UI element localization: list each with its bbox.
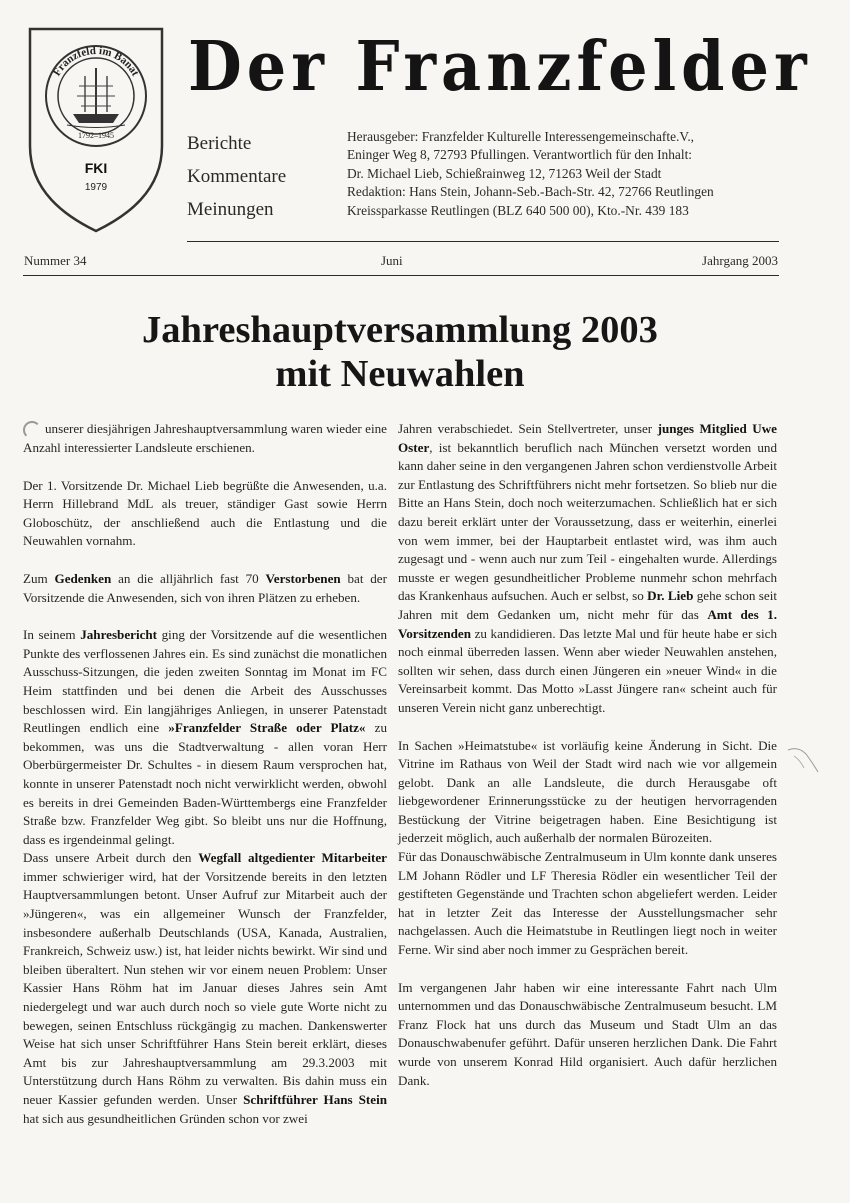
- article-headline: [20, 308, 780, 396]
- paragraph-text: ging der Vorsitzende auf die wesentlichen Punkte des verflossenen Jahres ein. Es sind zunächst die monatlichen Ausschuss-Sitzungen, die jeden zweiten Sonntag im Monat im FC Heim stattfinden und bei denen die Arbeit des Ausschusses beschlossen wird. Ein langjähriges Anliegen, in unserer Patenstadt Reutlingen endlich eine: [23, 627, 388, 736]
- headline-line-2: mit Neuwahlen: [275, 353, 525, 395]
- paragraph: In Sachen »Heimatstube« ist vorläufig keine Änderung in Sicht. Die Vitrine im Rathaus von Weil der Stadt wird nach wie vor allgemein gelobt. Dank an alle Landsleute, die durch Herausgabe oft liebgewordener Erinnerungsstücke zu der heutigen hervorragenden Bestückung der Vitrine beigetragen haben. Eine Besichtigung ist jederzeit möglich, auch außerhalb der normalen Bürozeiten.: [398, 737, 777, 846]
- paragraph-text: In seinem: [23, 627, 81, 643]
- issue-number: Nummer 34: [24, 253, 87, 268]
- paragraph-text: immer schwieriger wird, hat der Vorsitzende bereits in den letzten Hauptversammlungen betont. Unser Aufruf zur Mitarbeit auch der »Jüngeren«, was ein allgemeiner Wunsch der Franzfelder, insbesondere außerhalb Deutschlands (USA, Kanada, Australien, Frankreich, Schweiz usw.) ist, hat leider nichts bewirkt. Wir sind und bleiben überaltert. Nun stehen wir vor einem neuen Problem: Unser Kassier Hans Röhm hat im Januar dieses Jahres sein Amt niedergelegt und war auch durch noch so viele gute Worte nicht zu bewegen, seinen Entschluss rückgängig zu machen. Dankenswerter Weise hat sich unser Schriftführer Hans Stein bereit erklärt, dieses Amt bis zur Jahreshauptversammlung am 29.3.2003 mit Unterstützung durch Hans Röhm zu verwalten. Bis dahin muss ein neuer Kassier gefunden werden. Unser: [23, 868, 387, 1107]
- article-column-left: [23, 420, 387, 1139]
- paragraph: Der 1. Vorsitzende Dr. Michael Lieb begrüßte die Anwesenden, u.a. Herrn Hillebrand MdL als treuer, ständiger Gast sowie Herrn Globoschütz, der anschließend auch die Entlastung und die Neuwahlen vornahm.: [23, 477, 387, 549]
- paragraph-text: Zum: [23, 570, 55, 586]
- paragraph-text: zu bekommen, was uns die Stadtverwaltung - allen voran Herr Oberbürgermeister Dr. Schultes - in diesem Raum versprochen hat, konnte in unserer Patenstadt noch nicht verwirklicht werden, obwohl es bereits in drei Gemeinden Baden-Württembergs eine Franzfelder Straße bzw. Franzfelder Weg gibt. So bleibt uns nur die Hoffnung, dass es irgendeinmal gelingt.: [23, 720, 387, 847]
- emphasis: »Franzfelder Straße oder Platz«: [168, 720, 366, 736]
- paragraph: [23, 849, 387, 1128]
- paragraph-text: Dass unsere Arbeit durch den: [23, 850, 199, 866]
- paragraph-text: Jahren verabschiedet. Sein Stellvertreter, unser: [398, 421, 658, 436]
- headline-line-1: Jahreshauptversammlung 2003: [142, 309, 658, 351]
- crest-org: FKI: [84, 160, 108, 176]
- emphasis: Wegfall altgedienter Mitarbeiter: [198, 850, 387, 866]
- paragraph: Im vergangenen Jahr haben wir eine interessante Fahrt nach Ulm unternommen und das Donauschwäbische Zentralmuseum besucht. LM Franz Flock hat uns durch das Museum und Stadt Ulm an das Donauschwabenufer geführt. Dafür unseren herzlichen Dank. Die Fahrt wurde von unserem Konrad Hild organisiert. Auch dafür herzlichen Dank.: [398, 979, 777, 1088]
- crest-founded: 1979: [84, 182, 108, 193]
- publisher-line: Kreissparkasse Reutlingen (BLZ 640 500 00), Kto.-Nr. 439 183: [347, 202, 689, 218]
- crest-years: 1792–1945: [78, 131, 114, 140]
- header-divider: [187, 241, 779, 242]
- publisher-line: Herausgeber: Franzfelder Kulturelle Interessengemeinschafte.V.,: [347, 129, 695, 144]
- publisher-info: [347, 128, 777, 220]
- dropcap-mark: [23, 421, 41, 439]
- crest-ring-text: Franzfeld im Banat: [50, 44, 142, 79]
- paragraph-text: hat sich aus gesundheitlichen Gründen schon vor zwei: [23, 1110, 308, 1126]
- paragraph-text: , ist bekanntlich beruflich nach München versetzt worden und kann daher seine in den vergangenen Jahren schon verdienstvolle Arbeit zur Entlastung des Schriftführers nicht mehr fortsetzen. So blieb nur die Bitte an Hans Stein, doch noch weiterzumachen. Schließlich hat er sich dazu bereit erklärt unter der Voraussetzung, dass er weiterhin, einerlei von wem immer, bei der Hauptarbeit entlastet wird, was ihm auch zugesagt und - wenn auch nur zum Teil - eingehalten wurde. Allerdings musste er wegen gesundheitlicher Probleme nunmehr schon mehrfach das Krankenhaus aufsuchen. Auch er selbst, so: [398, 439, 777, 604]
- subtitle-item: Meinungen: [187, 199, 274, 220]
- emphasis: Verstorbenen: [265, 570, 341, 586]
- subtitle-item: Kommentare: [187, 166, 287, 187]
- paragraph: [23, 570, 387, 607]
- issue-year: Jahrgang 2003: [702, 253, 778, 268]
- issue-divider: [23, 275, 779, 276]
- issue-month: Juni: [381, 253, 403, 268]
- publisher-line: Eninger Weg 8, 72793 Pfullingen. Verantwortlich für den Inhalt:: [347, 147, 693, 163]
- emphasis: junges Mitglied Uwe Oster: [398, 421, 777, 455]
- publisher-line: Redaktion: Hans Stein, Johann-Seb.-Bach-Str. 42, 72766 Reutlingen: [347, 184, 714, 200]
- emphasis: Amt des 1. Vorsitzenden: [398, 606, 778, 641]
- paragraph-text: zu kandidieren. Das letzte Mal und für heute habe er sich noch einmal überreden lassen. Wenn aber wieder Neuwahlen anstehen, sollten wir sehen, dass durch einen Jüngeren ein »neuer Wind« in die Vereinsarbeit kommt. Das Motto »Lasst Jüngere ran« scheint auch für unseren Verein nicht ganz unberechtigt.: [398, 625, 777, 715]
- paragraph: [23, 420, 387, 458]
- paragraph-text: an die alljährlich fast 70: [111, 570, 266, 586]
- crest-logo: [27, 26, 165, 234]
- paragraph: [398, 420, 777, 718]
- emphasis: Gedenken: [54, 570, 112, 586]
- emphasis: Jahresbericht: [80, 627, 158, 643]
- masthead-title: Der Franzfelder: [188, 26, 812, 107]
- emphasis: Schriftführer Hans Stein: [243, 1092, 387, 1107]
- emphasis: Dr. Lieb: [647, 588, 694, 604]
- publisher-line: Dr. Michael Lieb, Schießrainweg 12, 71263 Weil der Stadt: [347, 165, 662, 181]
- paragraph-text: gehe schon seit Jahren mit dem Gedanken um, nicht mehr für das: [398, 588, 777, 622]
- subtitle-list: [187, 127, 327, 226]
- paragraph-text: bat der Vorsitzende die Anwesenden, sich von ihren Plätzen zu erheben.: [23, 570, 387, 605]
- article-column-right: [398, 420, 777, 1101]
- paragraph-text: unserer diesjährigen Jahreshauptversammlung waren wieder eine Anzahl interessierter Landsleute erschienen.: [23, 421, 387, 455]
- subtitle-item: Berichte: [187, 133, 252, 154]
- paragraph: Für das Donauschwäbische Zentralmuseum in Ulm konnte dank unseres LM Johann Rödler und LF Theresia Rödler ein wesentlicher Teil der gestifteten Gegenstände und Trachten schon abgeliefert werden. Leider hat in letzter Zeit das Interesse der Ausstellungsmacher sehr nachgelassen. Auch die Heimatstube in Reutlingen liegt noch in weiter Ferne. Wir sind aber noch immer zu Gesprächen bereit.: [398, 849, 777, 958]
- paragraph: [23, 626, 387, 849]
- scan-smudge-mark: [784, 742, 824, 782]
- ship-icon: [67, 68, 125, 128]
